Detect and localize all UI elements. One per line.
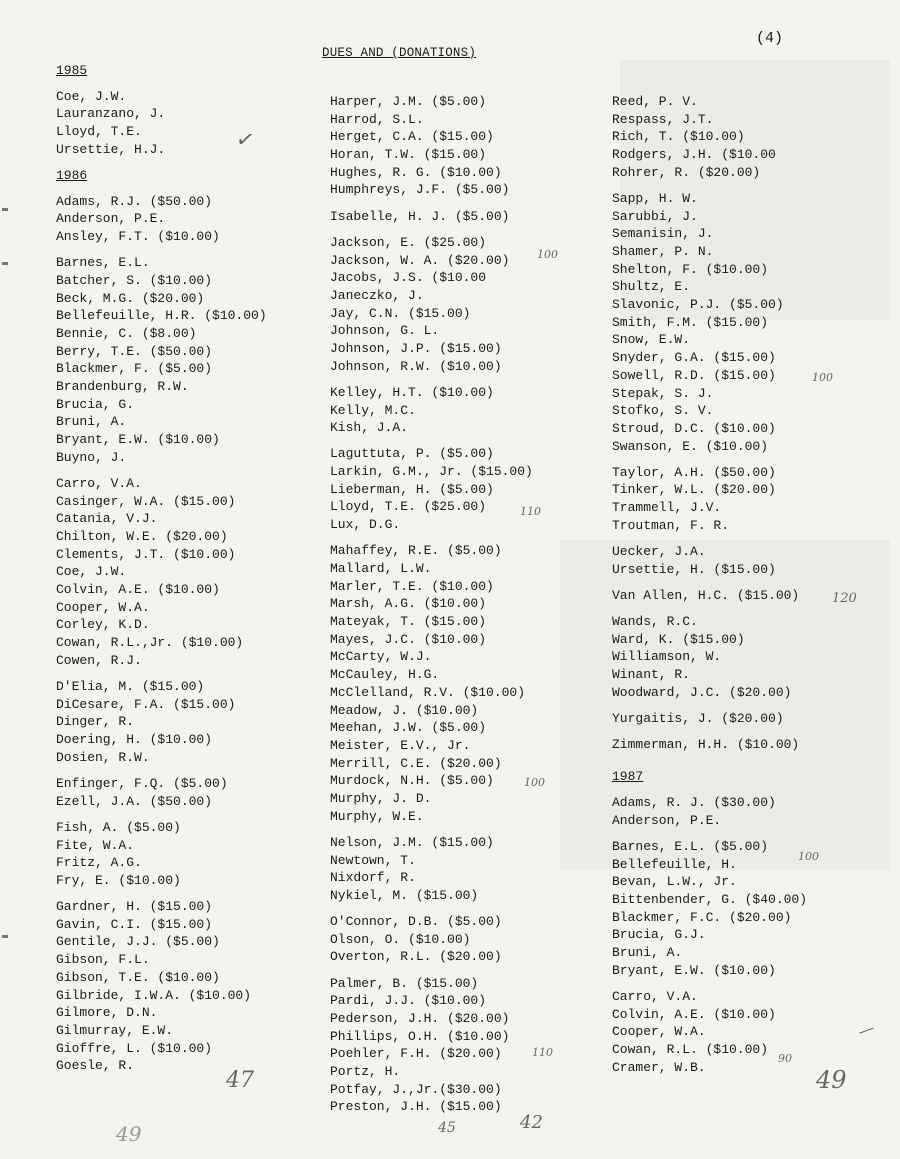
list-item: Adams, R.J. ($50.00): [56, 193, 213, 209]
handwritten-note: 100: [524, 776, 545, 789]
list-item: Winant, R.: [612, 667, 691, 683]
list-item: McCauley, H.G.: [330, 667, 440, 683]
list-item: Pardi, J.J. ($10.00): [330, 993, 487, 1009]
list-item: Shelton, F. ($10.00): [612, 261, 769, 277]
handwritten-note: 100: [537, 248, 558, 261]
entry-group: [330, 445, 610, 533]
list-item: Ezell, J.A. ($50.00): [56, 793, 213, 809]
column-2: [330, 93, 610, 1125]
list-item: Shultz, E.: [612, 279, 691, 295]
list-item: Woodward, J.C. ($20.00): [612, 684, 792, 700]
entry-group: [56, 254, 326, 466]
list-item: Gardner, H. ($15.00): [56, 899, 213, 915]
list-item: Overton, R.L. ($20.00): [330, 949, 502, 965]
list-item: Carro, V.A.: [56, 475, 142, 491]
list-item: Pederson, J.H. ($20.00): [330, 1011, 510, 1026]
list-item: Stroud, D.C. ($10.00): [612, 420, 776, 436]
list-item: Harper, J.M. ($5.00): [330, 94, 487, 109]
list-item: Blackmer, F. ($5.00): [56, 361, 213, 377]
list-item: Gilmurray, E.W.: [56, 1022, 174, 1038]
list-item: Marsh, A.G. ($10.00): [330, 596, 487, 612]
page-title: DUES AND (DONATIONS): [322, 46, 477, 60]
list-item: Bevan, L.W., Jr.: [612, 874, 737, 890]
handwritten-note: 100: [798, 850, 819, 863]
list-item: Humphreys, J.F. ($5.00): [330, 182, 510, 198]
list-item: Kelly, M.C.: [330, 402, 416, 418]
list-item: Slavonic, P.J. ($5.00): [612, 297, 784, 313]
list-item: Buyno, J.: [56, 449, 127, 465]
binder-hole-mark: [2, 208, 8, 211]
list-item: Cooper, W.A.: [612, 1024, 706, 1040]
list-item: Ward, K. ($15.00): [612, 631, 745, 647]
list-item: Berry, T.E. ($50.00): [56, 343, 213, 359]
list-item: Palmer, B. ($15.00): [330, 975, 479, 991]
entry-group: [56, 475, 326, 670]
list-item: Van Allen, H.C. ($15.00): [612, 587, 800, 603]
entries-1986: [56, 193, 326, 1075]
list-item: Sarubbi, J.: [612, 208, 698, 224]
list-item: Barnes, E.L.: [56, 255, 150, 271]
list-item: Fite, W.A.: [56, 837, 135, 853]
list-item: Mayes, J.C. ($10.00): [330, 631, 487, 647]
year-heading-1986: 1986: [56, 167, 88, 183]
list-item: Coe, J.W.: [56, 564, 127, 580]
list-item: Preston, J.H. ($15.00): [330, 1099, 502, 1115]
entries-1987: [612, 794, 892, 1076]
list-item: Dosien, R.W.: [56, 749, 150, 765]
handwritten-total: 49: [116, 1122, 142, 1146]
list-item: Janeczko, J.: [330, 287, 424, 303]
entry-group: [612, 613, 892, 701]
list-item: Harrod, S.L.: [330, 111, 424, 127]
list-item: Murphy, W.E.: [330, 808, 424, 824]
list-item: Gioffre, L. ($10.00): [56, 1040, 213, 1056]
list-item: Nykiel, M. ($15.00): [330, 887, 479, 903]
list-item: Corley, K.D.: [56, 617, 150, 633]
list-item: Bittenbender, G. ($40.00): [612, 892, 808, 907]
list-item: Ursettie, H. ($15.00): [612, 561, 776, 577]
entry-group: [612, 710, 892, 728]
entry-group: [56, 819, 326, 890]
list-item: Lauranzano, J.: [56, 106, 166, 122]
list-item: Meister, E.V., Jr.: [330, 737, 471, 753]
list-item: Gibson, F.L.: [56, 952, 150, 968]
list-item: Anderson, P.E.: [56, 211, 166, 227]
handwritten-total: 45: [438, 1120, 456, 1136]
list-item: Poehler, F.H. ($20.00): [330, 1046, 502, 1062]
list-item: Trammell, J.V.: [612, 500, 722, 516]
list-item: Bellefeuille, H.R. ($10.00): [56, 308, 267, 324]
list-item: Jackson, E. ($25.00): [330, 234, 487, 250]
list-item: Fry, E. ($10.00): [56, 872, 181, 888]
list-item: Troutman, F. R.: [612, 517, 730, 533]
list-item: McClelland, R.V. ($10.00): [330, 684, 526, 700]
list-item: Taylor, A.H. ($50.00): [612, 464, 776, 480]
list-item: Stofko, S. V.: [612, 403, 714, 419]
list-item: Reed, P. V.: [612, 94, 698, 109]
entry-group: [612, 543, 892, 578]
list-item: Johnson, J.P. ($15.00): [330, 340, 502, 356]
list-item: Beck, M.G. ($20.00): [56, 290, 205, 306]
list-item: Kish, J.A.: [330, 420, 409, 436]
entry-group: [612, 838, 892, 980]
list-item: Lux, D.G.: [330, 517, 401, 533]
list-item: Gentile, J.J. ($5.00): [56, 934, 220, 950]
list-item: Lieberman, H. ($5.00): [330, 481, 494, 497]
list-item: Rich, T. ($10.00): [612, 129, 745, 145]
entry-group: [56, 678, 326, 766]
list-item: Gilmore, D.N.: [56, 1005, 158, 1021]
entry-group: [612, 794, 892, 829]
list-item: Olson, O. ($10.00): [330, 931, 471, 947]
list-item: Snow, E.W.: [612, 332, 691, 348]
binder-hole-mark: [2, 262, 8, 265]
list-item: Gibson, T.E. ($10.00): [56, 969, 220, 985]
handwritten-total: 47: [226, 1068, 254, 1093]
list-item: Bellefeuille, H.: [612, 856, 737, 872]
list-item: Barnes, E.L. ($5.00): [612, 838, 769, 854]
list-item: Ansley, F.T. ($10.00): [56, 229, 220, 244]
entry-group: [56, 88, 326, 159]
handwritten-total: 42: [520, 1112, 543, 1133]
handwritten-total: 49: [816, 1066, 847, 1094]
tick-mark-icon: —: [855, 1017, 877, 1042]
list-item: Wands, R.C.: [612, 614, 698, 630]
list-item: Cooper, W.A.: [56, 599, 150, 615]
list-item: Williamson, W.: [612, 649, 722, 665]
handwritten-note: 110: [520, 505, 541, 518]
list-item: Laguttuta, P. ($5.00): [330, 446, 494, 462]
entry-group: [56, 898, 326, 1075]
entry-group: [330, 834, 610, 905]
list-item: D'Elia, M. ($15.00): [56, 679, 205, 694]
column-3: [612, 93, 892, 1085]
handwritten-note: 120: [832, 591, 857, 606]
list-item: Ursettie, H.J.: [56, 141, 166, 157]
entry-group: [330, 93, 610, 199]
list-item: Shamer, P. N.: [612, 244, 714, 259]
list-item: Cowan, R.L. ($10.00): [612, 1042, 769, 1057]
list-item: Dinger, R.: [56, 714, 135, 730]
list-item: Zimmerman, H.H. ($10.00): [612, 737, 800, 753]
handwritten-note: 90: [778, 1052, 792, 1065]
list-item: Newtown, T.: [330, 852, 416, 868]
list-item: Clements, J.T. ($10.00): [56, 546, 236, 562]
checkmark-icon: ✓: [233, 126, 257, 155]
list-item: Swanson, E. ($10.00): [612, 438, 769, 454]
list-item: Carro, V.A.: [612, 988, 698, 1004]
list-item: Respass, J.T.: [612, 111, 714, 127]
list-item: Brucia, G.: [56, 396, 135, 412]
list-item: Herget, C.A. ($15.00): [330, 129, 494, 145]
list-item: Colvin, A.E. ($10.00): [56, 582, 220, 598]
list-item: Cowan, R.L.,Jr. ($10.00): [56, 635, 244, 651]
entry-group: [612, 464, 892, 535]
list-item: Nelson, J.M. ($15.00): [330, 834, 494, 850]
list-item: Larkin, G.M., Jr. ($15.00): [330, 464, 533, 480]
list-item: Gilbride, I.W.A. ($10.00): [56, 987, 252, 1003]
list-item: Jackson, W. A. ($20.00): [330, 252, 510, 268]
list-item: Blackmer, F.C. ($20.00): [612, 909, 792, 925]
entry-group: [330, 384, 610, 437]
entry-group: [612, 190, 892, 455]
list-item: Bennie, C. ($8.00): [56, 325, 197, 341]
list-item: Mallard, L.W.: [330, 561, 432, 576]
binder-hole-mark: [2, 935, 8, 938]
list-item: Bruni, A.: [56, 414, 127, 430]
entry-group: [612, 736, 892, 754]
list-item: Hughes, R. G. ($10.00): [330, 164, 502, 180]
list-item: Murdock, N.H. ($5.00): [330, 773, 494, 789]
list-item: Uecker, J.A.: [612, 544, 706, 559]
list-item: Snyder, G.A. ($15.00): [612, 350, 776, 366]
list-item: Merrill, C.E. ($20.00): [330, 755, 502, 771]
list-item: Colvin, A.E. ($10.00): [612, 1006, 776, 1022]
entry-group: [330, 975, 610, 1117]
list-item: Fish, A. ($5.00): [56, 819, 181, 835]
list-item: O'Connor, D.B. ($5.00): [330, 914, 502, 930]
entries-1986-continued: [612, 93, 892, 754]
list-item: Rohrer, R. ($20.00): [612, 164, 761, 180]
page-number: (4): [756, 30, 784, 47]
list-item: Brandenburg, R.W.: [56, 379, 189, 394]
list-item: Potfay, J.,Jr.($30.00): [330, 1081, 502, 1097]
list-item: Yurgaitis, J. ($20.00): [612, 711, 784, 726]
list-item: Gavin, C.I. ($15.00): [56, 916, 213, 932]
list-item: Nixdorf, R.: [330, 870, 416, 886]
list-item: Meehan, J.W. ($5.00): [330, 720, 487, 736]
list-item: DiCesare, F.A. ($15.00): [56, 696, 236, 712]
list-item: Chilton, W.E. ($20.00): [56, 529, 228, 544]
entry-group: [330, 542, 610, 825]
list-item: Lloyd, T.E.: [56, 124, 142, 140]
year-heading-1985: 1985: [56, 63, 88, 78]
list-item: Batcher, S. ($10.00): [56, 272, 213, 288]
entry-group: [330, 234, 610, 376]
list-item: Cowen, R.J.: [56, 652, 142, 668]
list-item: Casinger, W.A. ($15.00): [56, 493, 236, 509]
list-item: Jacobs, J.S. ($10.00: [330, 270, 487, 286]
list-item: Tinker, W.L. ($20.00): [612, 482, 776, 498]
list-item: Fritz, A.G.: [56, 855, 142, 871]
list-item: Isabelle, H. J. ($5.00): [330, 208, 510, 224]
list-item: Smith, F.M. ($15.00): [612, 314, 769, 330]
entry-group: [330, 913, 610, 966]
column-1: [56, 62, 326, 1083]
list-item: Stepak, S. J.: [612, 385, 714, 401]
list-item: Johnson, G. L.: [330, 323, 440, 339]
list-item: Sapp, H. W.: [612, 190, 698, 206]
entry-group: [612, 988, 892, 1076]
list-item: Portz, H.: [330, 1064, 401, 1080]
list-item: McCarty, W.J.: [330, 649, 432, 665]
list-item: Horan, T.W. ($15.00): [330, 147, 487, 163]
entry-group: [612, 93, 892, 181]
list-item: Jay, C.N. ($15.00): [330, 305, 471, 321]
list-item: Coe, J.W.: [56, 88, 127, 104]
list-item: Sowell, R.D. ($15.00): [612, 367, 776, 383]
list-item: Adams, R. J. ($30.00): [612, 795, 776, 811]
list-item: Meadow, J. ($10.00): [330, 702, 479, 718]
list-item: Phillips, O.H. ($10.00): [330, 1028, 510, 1044]
list-item: Enfinger, F.Q. ($5.00): [56, 775, 228, 791]
list-item: Bryant, E.W. ($10.00): [56, 432, 220, 448]
list-item: Goesle, R.: [56, 1058, 135, 1074]
list-item: Catania, V.J.: [56, 511, 158, 527]
entry-group: [330, 208, 610, 226]
handwritten-note: 110: [532, 1046, 553, 1059]
list-item: Murphy, J. D.: [330, 790, 432, 806]
list-item: Brucia, G.J.: [612, 927, 706, 943]
entry-group: [56, 775, 326, 810]
year-heading-1987: 1987: [612, 769, 644, 785]
list-item: Semanisin, J.: [612, 226, 714, 242]
list-item: Lloyd, T.E. ($25.00): [330, 499, 487, 515]
handwritten-note: 100: [812, 371, 833, 384]
list-item: Marler, T.E. ($10.00): [330, 578, 494, 594]
list-item: Kelley, H.T. ($10.00): [330, 384, 494, 400]
list-item: Doering, H. ($10.00): [56, 732, 213, 748]
list-item: Bruni, A.: [612, 945, 683, 961]
list-item: Rodgers, J.H. ($10.00: [612, 147, 776, 163]
list-item: Anderson, P.E.: [612, 812, 722, 828]
list-item: Mahaffey, R.E. ($5.00): [330, 543, 502, 559]
list-item: Mateyak, T. ($15.00): [330, 614, 487, 630]
entry-group: [56, 193, 326, 246]
list-item: Bryant, E.W. ($10.00): [612, 962, 776, 978]
list-item: Cramer, W.B.: [612, 1059, 706, 1075]
list-item: Johnson, R.W. ($10.00): [330, 358, 502, 374]
